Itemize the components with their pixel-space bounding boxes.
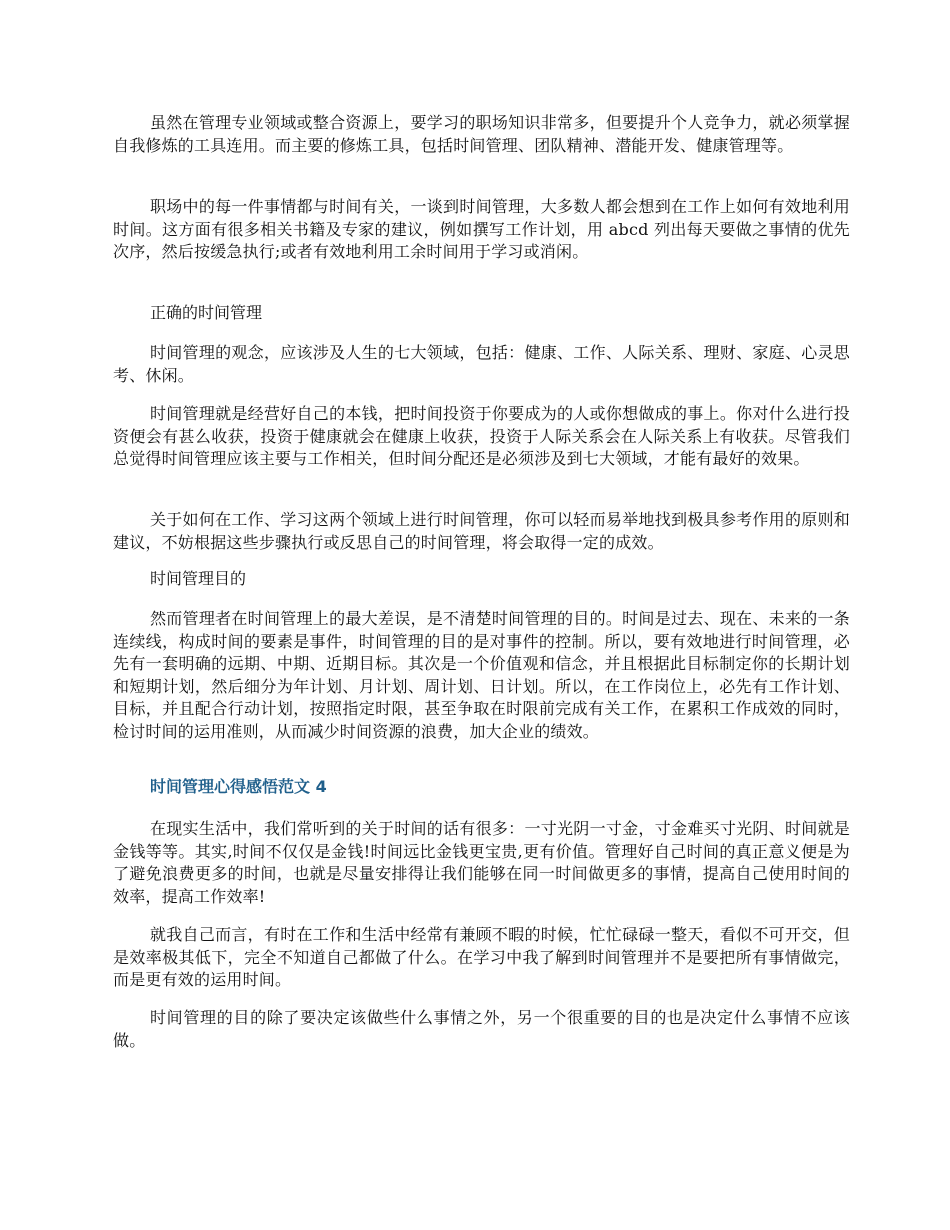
paragraph-7: 在现实生活中，我们常听到的关于时间的话有很多：一寸光阴一寸金，寸金难买寸光阴、时间就是金钱等等。其实,时间不仅仅是金钱!时间远比金钱更宝贵,更有价值。管理好自己时间的真正意义便是为了避免浪费更多的时间，也就是尽量安排得让我们能够在同一时间做更多的事情，提高自己使用时间的效率，提高工作效率! <box>113 819 850 906</box>
paragraph-9: 时间管理的目的除了要决定该做些什么事情之外，另一个很重要的目的也是决定什么事情不应该做。 <box>113 1008 850 1050</box>
paragraph-3: 时间管理的观念，应该涉及人生的七大领域，包括：健康、工作、人际关系、理财、家庭、心灵思考、休闲。 <box>113 343 850 385</box>
paragraph-4: 时间管理就是经营好自己的本钱，把时间投资于你要成为的人或你想做成的事上。你对什么进行投资便会有甚么收获，投资于健康就会在健康上收获，投资于人际关系会在人际关系上有收获。尽管我们总觉得时间管理应该主要与工作相关，但时间分配还是必须涉及到七大领域，才能有最好的效果。 <box>113 404 850 468</box>
article-heading: 时间管理心得感悟范文 4 <box>150 777 327 796</box>
paragraph-5: 关于如何在工作、学习这两个领域上进行时间管理，你可以轻而易举地找到极具参考作用的原则和建议，不妨根据这些步骤执行或反思自己的时间管理，将会取得一定的成效。 <box>113 510 850 552</box>
section-title-correct-time-management: 正确的时间管理 <box>150 303 263 322</box>
paragraph-8: 就我自己而言，有时在工作和生活中经常有兼顾不暇的时候，忙忙碌碌一整天，看似不可开交，但是效率极其低下，完全不知道自己都做了什么。在学习中我了解到时间管理并不是要把所有事情做完，而是更有效的运用时间。 <box>113 925 850 989</box>
paragraph-2: 职场中的每一件事情都与时间有关，一谈到时间管理，大多数人都会想到在工作上如何有效地利用时间。这方面有很多相关书籍及专家的建议，例如撰写工作计划，用 abcd 列出每天要做之事情的优先次序，然后按缓急执行;或者有效地利用工余时间用于学习或消闲。 <box>113 197 850 261</box>
paragraph-6: 然而管理者在时间管理上的最大差误，是不清楚时间管理的目的。时间是过去、现在、未来的一条连续线，构成时间的要素是事件，时间管理的目的是对事件的控制。所以，要有效地进行时间管理，必先有一套明确的远期、中期、近期目标。其次是一个价值观和信念，并且根据此目标制定你的长期计划和短期计划，然后细分为年计划、月计划、周计划、日计划。所以，在工作岗位上，必先有工作计划、目标，并且配合行动计划，按照指定时限，甚至争取在时限前完成有关工作，在累积工作成效的同时，检讨时间的运用准则，从而减少时间资源的浪费，加大企业的绩效。 <box>113 609 850 741</box>
paragraph-1: 虽然在管理专业领域或整合资源上，要学习的职场知识非常多，但要提升个人竞争力，就必须掌握自我修炼的工具连用。而主要的修炼工具，包括时间管理、团队精神、潜能开发、健康管理等。 <box>113 113 850 155</box>
section-title-time-management-purpose: 时间管理目的 <box>150 569 247 588</box>
